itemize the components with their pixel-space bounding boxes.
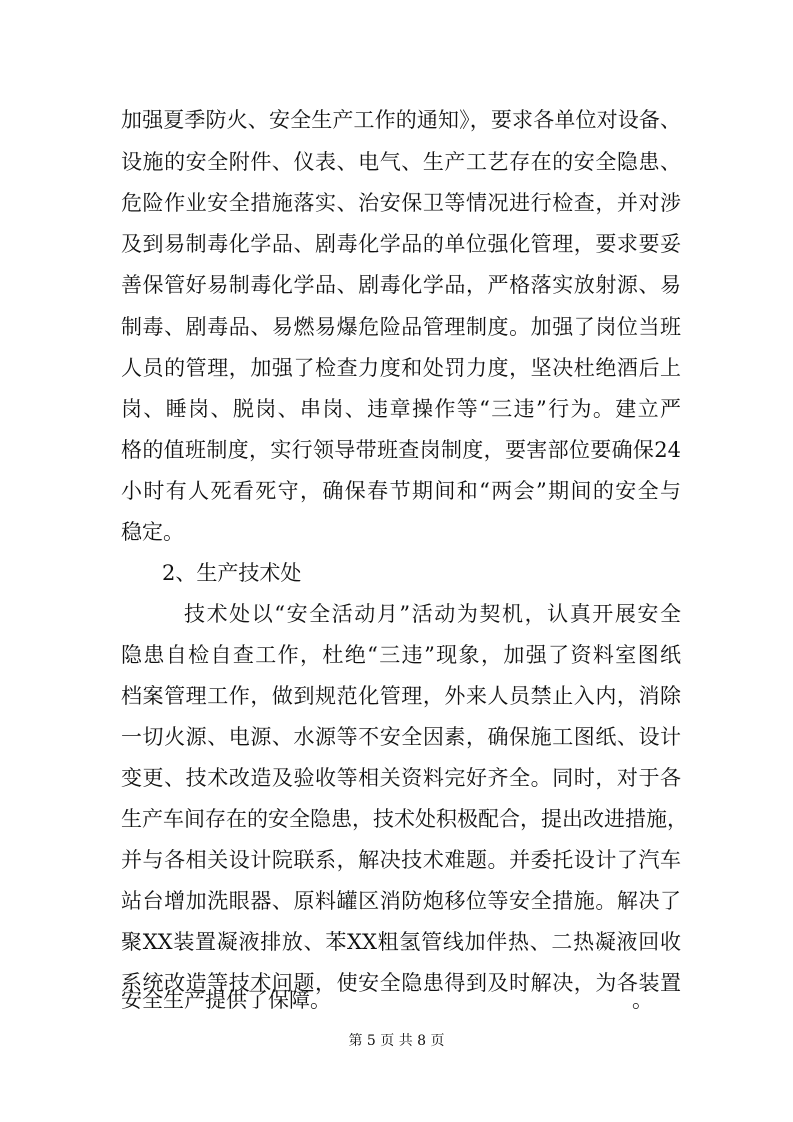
paragraph-2-line-3: 档案管理工作，做到规范化管理，外来人员禁止入内，消除 <box>121 684 681 708</box>
paragraph-1-line-3: 危险作业安全措施落实、治安保卫等情况进行检查，并对涉 <box>121 191 681 215</box>
paragraph-1-line-8: 岗、睡岗、脱岗、串岗、违章操作等“三违”行为。建立严 <box>121 397 681 421</box>
paragraph-1-line-10: 小时有人死看死守，确保春节期间和“两会”期间的安全与 <box>121 479 681 503</box>
paragraph-1-line-11: 稳定。 <box>121 520 184 544</box>
paragraph-2-line-8: 站台增加洗眼器、原料罐区消防炮移位等安全措施。解决了 <box>121 889 681 913</box>
paragraph-2-line-1: 技术处以“安全活动月”活动为契机，认真开展安全 <box>184 602 681 626</box>
paragraph-1-line-9: 格的值班制度，实行领导带班查岗制度，要害部位要确保24 <box>121 438 681 462</box>
section-heading: 2、生产技术处 <box>162 561 302 585</box>
paragraph-end-mark: 。 <box>632 988 653 1012</box>
paragraph-2-line-7: 并与各相关设计院联系，解决技术难题。并委托设计了汽车 <box>121 848 681 872</box>
paragraph-2-line-4: 一切火源、电源、水源等不安全因素，确保施工图纸、设计 <box>121 725 681 749</box>
paragraph-1-line-5: 善保管好易制毒化学品、剧毒化学品，严格落实放射源、易 <box>121 273 681 297</box>
paragraph-1-line-4: 及到易制毒化学品、剧毒化学品的单位强化管理，要求要妥 <box>121 232 681 256</box>
paragraph-1-line-7: 人员的管理，加强了检查力度和处罚力度，坚决杜绝酒后上 <box>121 356 681 380</box>
paragraph-1-line-2: 设施的安全附件、仪表、电气、生产工艺存在的安全隐患、 <box>121 150 681 174</box>
paragraph-1-line-1: 加强夏季防火、安全生产工作的通知》，要求各单位对设备、 <box>121 108 681 132</box>
paragraph-2-line-5: 变更、技术改造及验收等相关资料完好齐全。同时，对于各 <box>121 766 681 790</box>
paragraph-2-line-10: 系统改造等技术问题，使安全隐患得到及时解决，为各装置 <box>121 971 681 995</box>
page-footer: 第 5 页 共 8 页 <box>348 1033 445 1049</box>
paragraph-2-line-2: 隐患自检自查工作，杜绝“三违”现象，加强了资料室图纸 <box>121 643 681 667</box>
paragraph-2-line-11: 安全生产提供了保障。 <box>121 988 331 1012</box>
paragraph-1-line-6: 制毒、剧毒品、易燃易爆危险品管理制度。加强了岗位当班 <box>121 315 681 339</box>
paragraph-2-line-9: 聚XX装置凝液排放、苯XX粗氢管线加伴热、二热凝液回收 <box>121 930 681 954</box>
paragraph-2-line-6: 生产车间存在的安全隐患，技术处积极配合，提出改进措施， <box>121 807 688 831</box>
